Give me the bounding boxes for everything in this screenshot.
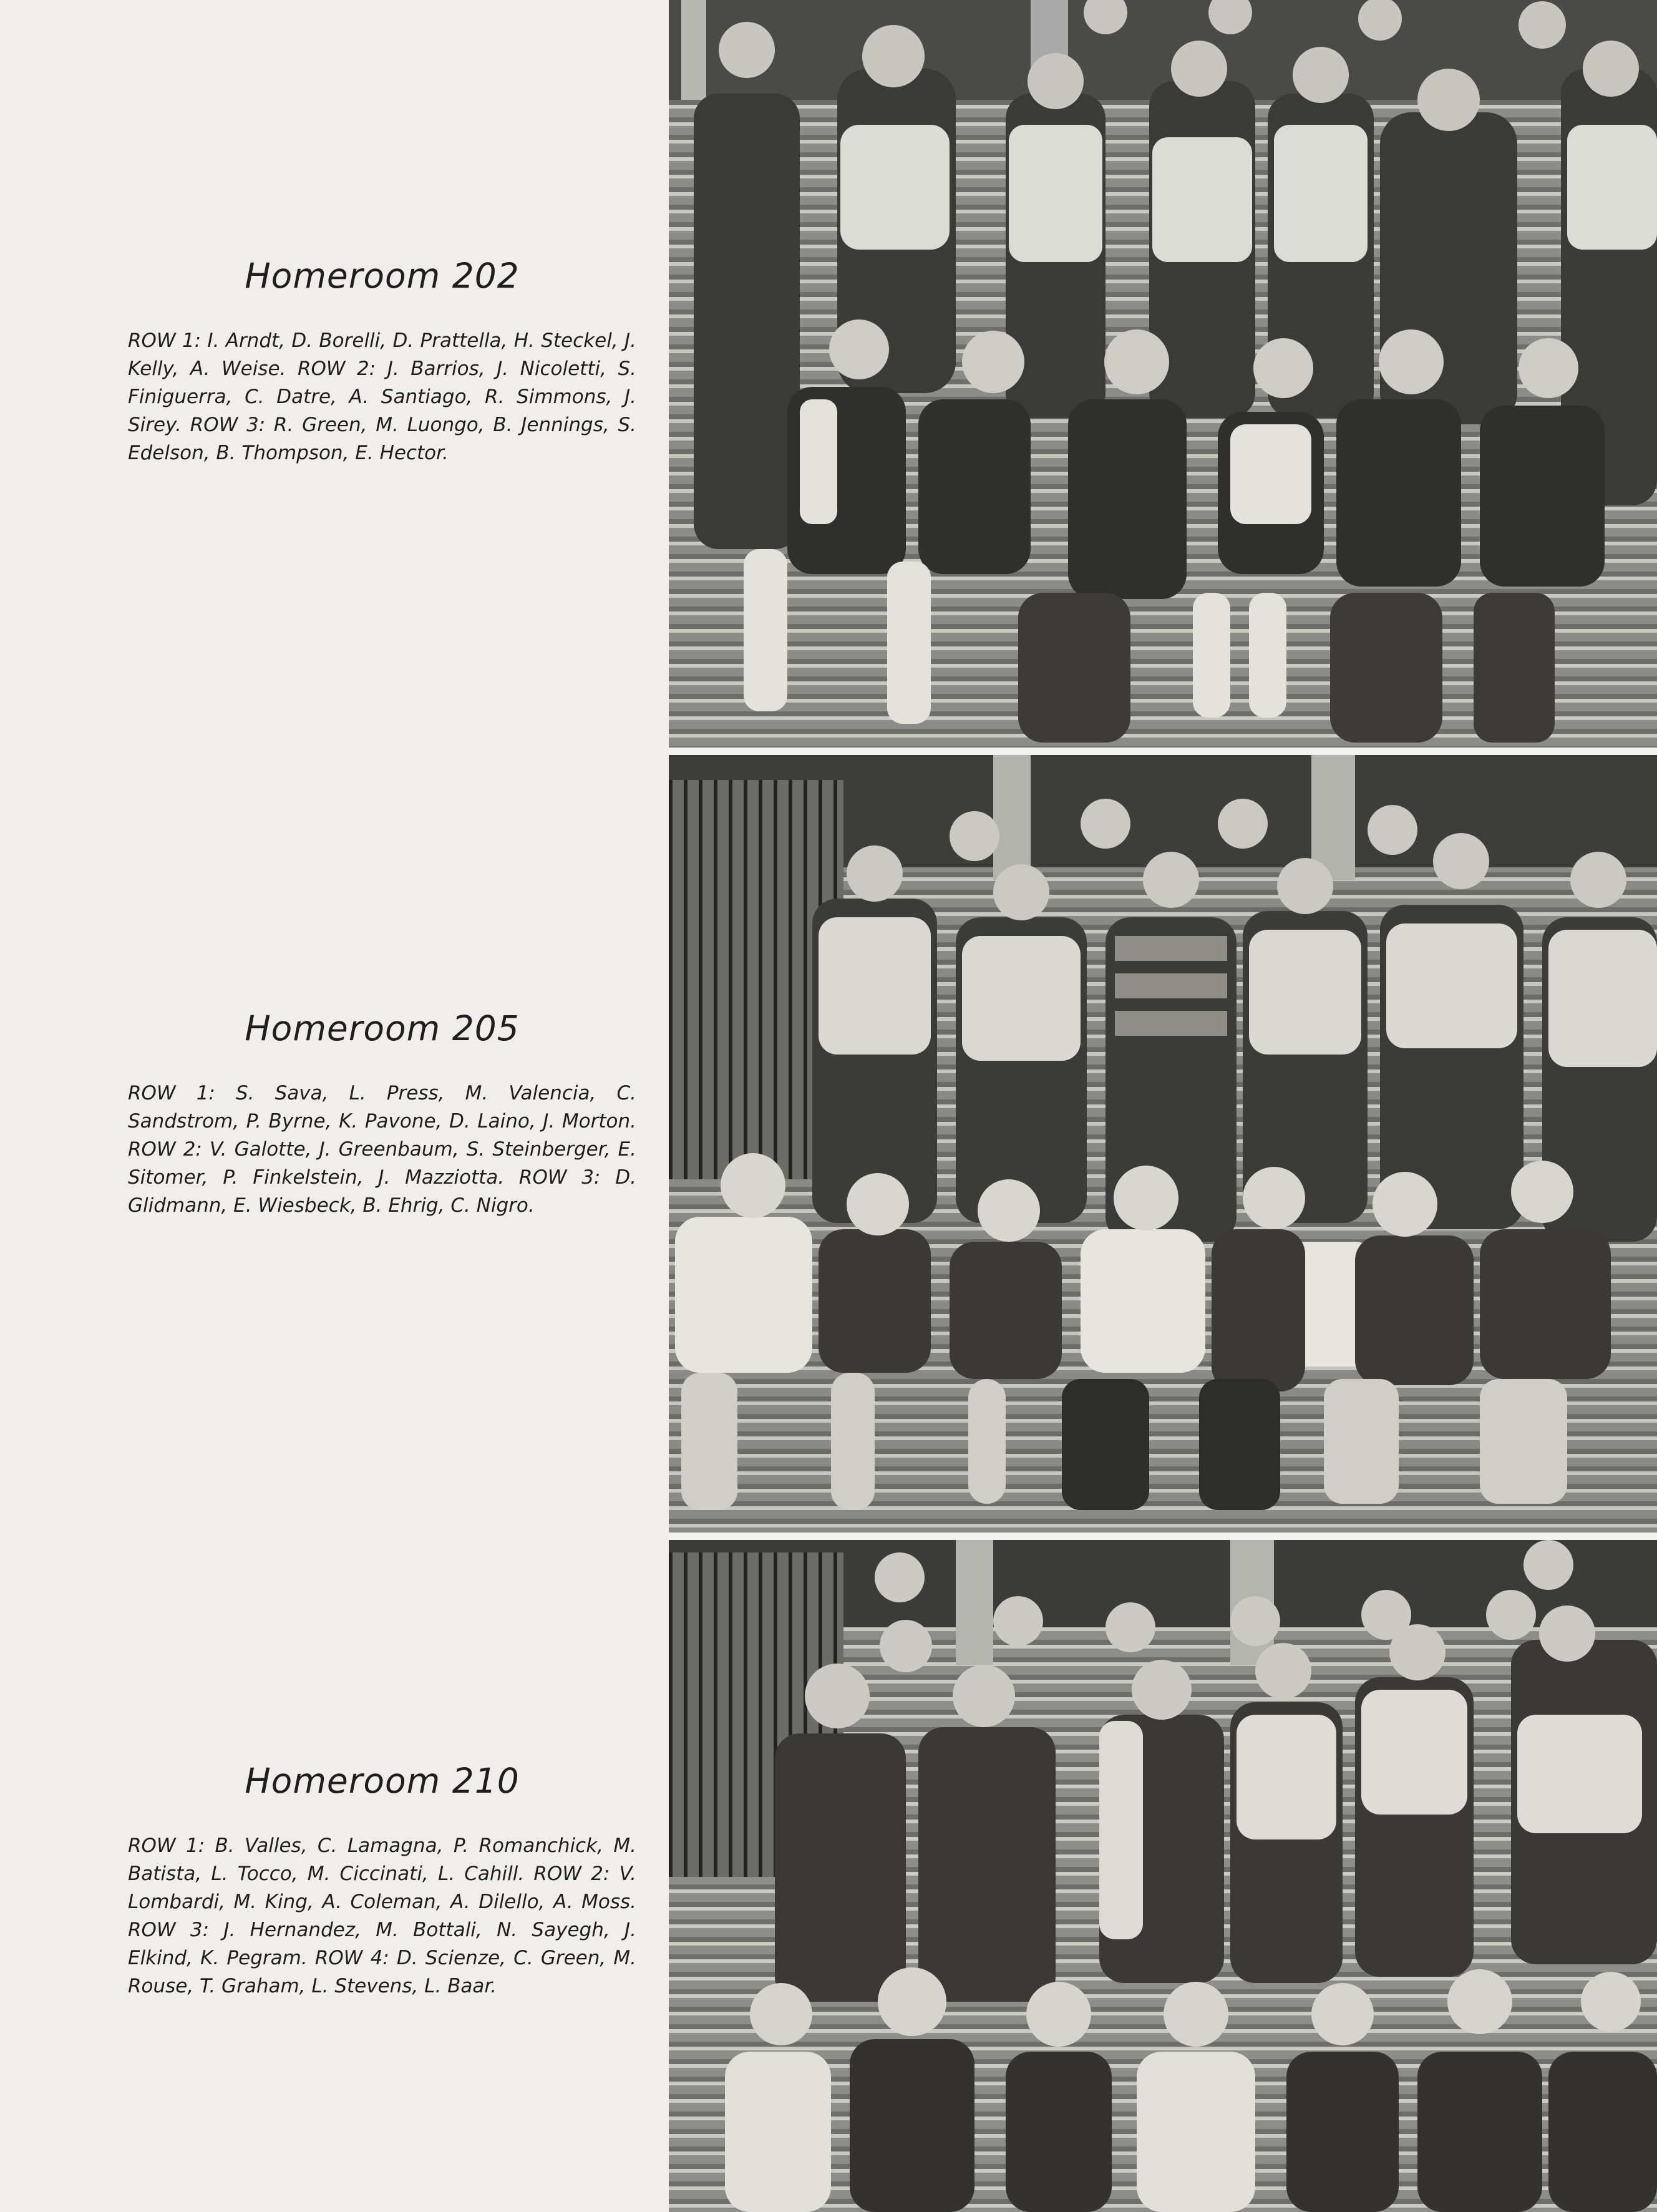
- homeroom-210-photo: [669, 1540, 1657, 2212]
- homeroom-205-caption: [128, 1008, 636, 1220]
- homeroom-title: Homeroom 202: [245, 256, 520, 296]
- photo-divider: [669, 1532, 1657, 1540]
- homeroom-202-caption: [128, 256, 636, 467]
- caption-column: [0, 0, 671, 2212]
- homeroom-roster: ROW 1: S. Sava, L. Press, M. Valencia, C. Sandstrom, P. Byrne, K. Pavone, D. Laino, J. Morton. ROW 2: V. Galotte, J. Greenbaum, S. Steinberger, E. Sitomer, P. Finkelstein, J. Mazziotta. ROW 3: D. Glidmann, E. Wiesbeck, B. Ehrig, C. Nigro.: [128, 1082, 636, 1217]
- homeroom-roster: ROW 1: B. Valles, C. Lamagna, P. Romanchick, M. Batista, L. Tocco, M. Ciccinati, L. Cahill. ROW 2: V. Lombardi, M. King, A. Coleman, A. Dilello, A. Moss. ROW 3: J. Hernandez, M. Bottali, N. Sayegh, J. Elkind, K. Pegram. ROW 4: D. Scienze, C. Green, M. Rouse, T. Graham, L. Stevens, L. Baar.: [128, 1834, 636, 1997]
- homeroom-210-caption: [128, 1761, 636, 2000]
- homeroom-roster: ROW 1: I. Arndt, D. Borelli, D. Prattella, H. Steckel, J. Kelly, A. Weise. ROW 2: J. Barrios, J. Nicoletti, S. Finiguerra, C. Datre, A. Santiago, R. Simmons, J. Sirey. ROW 3: R. Green, M. Luongo, B. Jennings, S. Edelson, B. Thompson, E. Hector.: [128, 329, 636, 464]
- homeroom-205-photo: [669, 755, 1657, 1532]
- homeroom-title: Homeroom 210: [245, 1761, 520, 1801]
- homeroom-202-photo: [669, 0, 1657, 748]
- homeroom-title: Homeroom 205: [245, 1008, 520, 1048]
- photo-divider: [669, 748, 1657, 755]
